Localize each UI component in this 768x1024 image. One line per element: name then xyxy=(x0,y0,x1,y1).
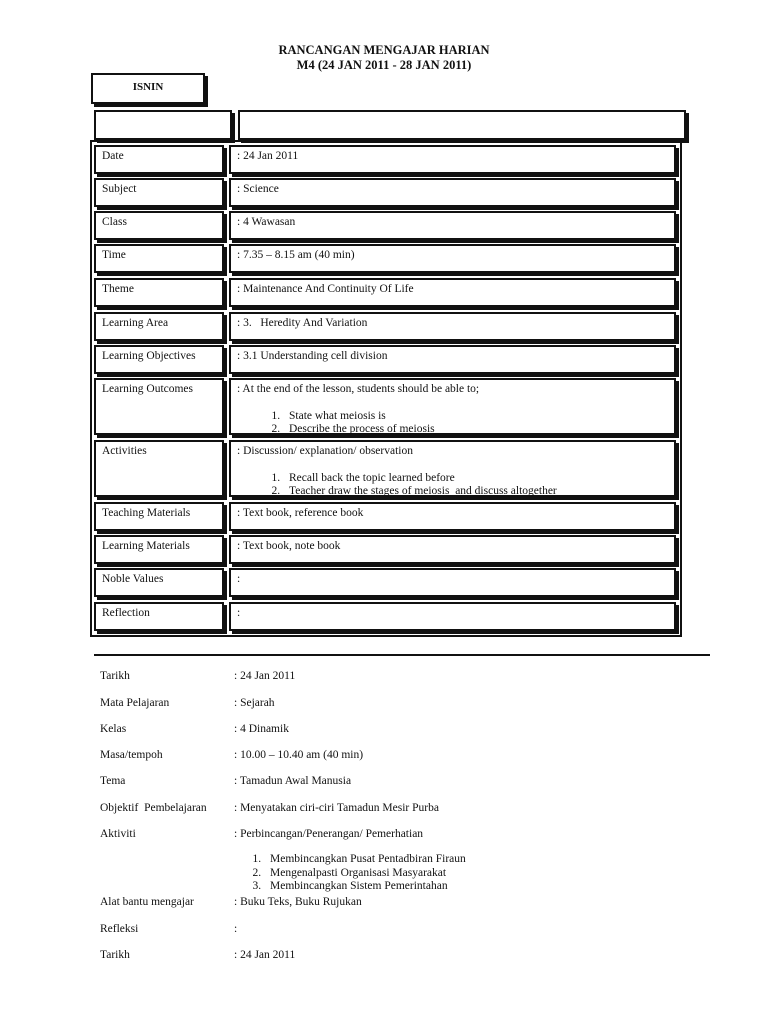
row-label-activities xyxy=(94,440,224,497)
day-tab xyxy=(91,73,205,104)
row-value-learning-materials xyxy=(229,535,676,564)
plain-label-tarikh-2: Tarikh xyxy=(100,949,130,961)
list-item: 3. Membincangkan Sistem Pemerintahan xyxy=(264,880,466,894)
label-text: Theme xyxy=(102,283,134,295)
row-label-date xyxy=(94,145,224,174)
document-title: RANCANGAN MENGAJAR HARIAN xyxy=(278,43,490,57)
plain-label-kelas: Kelas xyxy=(100,723,127,735)
plain-label-alat-bantu: Alat bantu mengajar xyxy=(100,896,194,908)
plain-value-objektif: : Menyatakan ciri-ciri Tamadun Mesir Purba xyxy=(234,802,439,814)
value-text: : Discussion/ explanation/ observation xyxy=(237,445,413,457)
row-label-subject xyxy=(94,178,224,207)
plain-value-alat-bantu: : Buku Teks, Buku Rujukan xyxy=(234,896,362,908)
row-value-learning-outcomes xyxy=(229,378,676,435)
label-text: Teaching Materials xyxy=(102,507,191,519)
section-divider xyxy=(94,654,710,656)
row-value-activities xyxy=(229,440,676,497)
plain-value-refleksi: : xyxy=(234,923,238,935)
row-label-reflection xyxy=(94,602,224,631)
list-item: 2. Teacher draw the stages of meiosis and discuss altogether xyxy=(283,485,668,499)
plain-label-tema: Tema xyxy=(100,775,126,787)
row-value-learning-objectives xyxy=(229,345,676,374)
list-item: 1. Recall back the topic learned before xyxy=(283,472,668,486)
row-label-teaching-materials xyxy=(94,502,224,531)
label-text: Activities xyxy=(102,445,147,457)
row-label-learning-materials xyxy=(94,535,224,564)
row-label-learning-area xyxy=(94,312,224,341)
value-text: : Maintenance And Continuity Of Life xyxy=(237,283,414,295)
list-item: 1. Membincangkan Pusat Pentadbiran Firaun xyxy=(264,853,466,867)
label-text: Reflection xyxy=(102,607,150,619)
label-text: Learning Area xyxy=(102,317,169,329)
row-label-learning-objectives xyxy=(94,345,224,374)
plain-label-aktiviti: Aktiviti xyxy=(100,828,136,840)
plain-value-aktiviti: : Perbincangan/Penerangan/ Pemerhatian xyxy=(234,828,424,840)
value-text: : 3. Heredity And Variation xyxy=(237,317,368,329)
list-item: 2. Mengenalpasti Organisasi Masyarakat xyxy=(264,867,466,881)
row-value-subject xyxy=(229,178,676,207)
document-subtitle: M4 (24 JAN 2011 - 28 JAN 2011) xyxy=(296,58,472,72)
row-label-time xyxy=(94,244,224,273)
plain-value-masa: : 10.00 – 10.40 am (40 min) xyxy=(234,749,364,761)
row-value-class xyxy=(229,211,676,240)
plain-value-tarikh-2: : 24 Jan 2011 xyxy=(234,949,296,961)
value-text: : Text book, note book xyxy=(237,540,341,552)
list-item: 1. State what meiosis is xyxy=(283,410,668,424)
row-label-theme xyxy=(94,278,224,307)
row-value-learning-area xyxy=(229,312,676,341)
row-label-class xyxy=(94,211,224,240)
plain-value-tarikh: : 24 Jan 2011 xyxy=(234,670,296,682)
outcomes-list xyxy=(237,410,668,437)
plain-value-kelas: : 4 Dinamik xyxy=(234,723,289,735)
row-label-noble-values xyxy=(94,568,224,597)
label-text: Time xyxy=(102,249,126,261)
value-text: : 3.1 Understanding cell division xyxy=(237,350,388,362)
plain-label-refleksi: Refleksi xyxy=(100,923,139,935)
value-text: : 24 Jan 2011 xyxy=(237,150,299,162)
row-label-learning-outcomes xyxy=(94,378,224,435)
plain-value-mata-pelajaran: : Sejarah xyxy=(234,697,275,709)
value-text: : xyxy=(237,573,241,585)
row-value-reflection xyxy=(229,602,676,631)
plain-label-mata-pelajaran: Mata Pelajaran xyxy=(100,697,170,709)
value-text: : At the end of the lesson, students should be able to; xyxy=(237,383,480,395)
header-box-right xyxy=(238,110,686,140)
label-text: Learning Outcomes xyxy=(102,383,194,395)
activities-list xyxy=(237,472,668,499)
label-text: Learning Objectives xyxy=(102,350,196,362)
list-item: 2. Describe the process of meiosis xyxy=(283,423,668,437)
day-tab-label: ISNIN xyxy=(132,81,164,93)
label-text: Class xyxy=(102,216,127,228)
label-text: Subject xyxy=(102,183,137,195)
plain-activities-list xyxy=(234,853,466,894)
label-text: Noble Values xyxy=(102,573,164,585)
plain-value-tema: : Tamadun Awal Manusia xyxy=(234,775,352,787)
plain-label-masa: Masa/tempoh xyxy=(100,749,163,761)
label-text: Date xyxy=(102,150,124,162)
value-text: : Science xyxy=(237,183,279,195)
plain-activities xyxy=(234,853,466,894)
row-value-date xyxy=(229,145,676,174)
value-text: : Text book, reference book xyxy=(237,507,364,519)
value-text: : 4 Wawasan xyxy=(237,216,296,228)
value-text: : xyxy=(237,607,241,619)
plain-label-objektif: Objektif Pembelajaran xyxy=(100,802,207,814)
row-value-time xyxy=(229,244,676,273)
value-text: : 7.35 – 8.15 am (40 min) xyxy=(237,249,355,261)
plain-label-tarikh: Tarikh xyxy=(100,670,130,682)
label-text: Learning Materials xyxy=(102,540,190,552)
row-value-noble-values xyxy=(229,568,676,597)
header-box-left xyxy=(94,110,232,140)
row-value-theme xyxy=(229,278,676,307)
row-value-teaching-materials xyxy=(229,502,676,531)
